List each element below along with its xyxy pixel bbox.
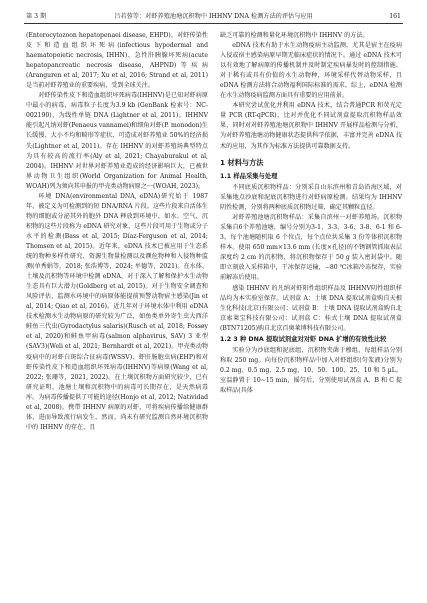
- subsection-heading: 1.1 样品采集与处理: [220, 172, 278, 180]
- paragraph: 对虾养殖池塘沉积物样品：采集自滨州一对虾养殖场。沉积物采集自6个养殖池塘，编号分别为3-1、3-3、3-6、3-8、6-1 和 6-3。每个池塘随机取 6 个位点，每个点位共采集 3 份等体积沉积物样本。使用 650 mm×13.6 mm (长度×孔径)的不锈钢管抓取表层深度约 2 cm 的沉积物，将沉积物保存于 50 g 装入密封袋中。随即立刻放入采样箱中，干冰保存运输，−80 ℃冰箱冷冻保存，实验前解冻后使用。: [220, 214, 402, 282]
- issue-number: 第 3 期: [26, 13, 47, 20]
- paragraph: 环境 DNA(environmental DNA, eDNA)研究始于 1987 年，被定义为可检测到的短 DNA/RNA 片段。这些片段来自活体生物的细胞或分泌其外的胞外 DNA 释放到环境中，如水、空气、沉积物的这些片段称为 eDNA 研究对象，这些片段可用于生物或分子水平的检测(Bass et al, 2015; Díaz-Ferguson et al, 2014; Thomsen et al, 2015)。近年来，eDNA 技术已被应用于生态系统的物种多样性研究、资源生物量检测以及濒危物种和入侵物种监测(单秀娟等，2018; 张浩博等，2024; 牟德等，2021)。在水体、土壤及沉积物等环境中检测 eDNA，对于深入了解和保护水生动物生态具有巨大潜力(Goldberg et al, 2015)。对于生物安全调查和风险评估，监测水环境中的病原体能提前预警动物宿主感染(Jin et al, 2014; Qiao et al, 2016)。近几年对于环境水体中利用 eDNA 技术检测水生动物病原的研究较为广泛，如鱼类单外寄生虫大西洋鲑鱼三代虫(Gyrodactylus salaris)(Rusch et al, 2018; Fossøy et al, 2020)和鲑鱼甲病毒(salmon alphavirus, SAV) 3 亚型(SAV3)(Weli et al, 2021; Bernhardt et al, 2021)。甲壳类动物疫病中的对虾白斑综合征病毒(WSSV)、虾肝肠胞虫病(EHP)和对虾传染性皮下和造血组织坏死病毒(IHHNV)等病原(Wang et al, 2022; 张珊等，2021, 2022)。在土壤沉积物方面研究较少，已有研究证明，池塘土壤和沉积物中的病毒可长期存在，是天然病毒库。为病毒传播提供了可能的途径(Honjo et al, 2012; Natividad et al, 2008)。携带 IHHNV 病原的对虾，可将疾病传播给健康群体，进而导致流行病发生，然而，尚未有研究监测自然环境沉积物中的 IHHNV 的存在，且: [26, 192, 208, 431]
- paragraph: 实验分为沙底组和泥底组，沉积物夹菌于穆组，每组样品分别称取 250 mg。向每份沉积物样品中加入对虾组织(匀浆液)分别为 0.2 mg、0.5 mg、2.5 mg、10、50、100、25、10 和 5 µL。室温静置于 10~15 min，摇匀后，分别使用试剂盒 A、B 和 C 提取样品(具体: [220, 347, 402, 395]
- page-header: [24, 11, 403, 24]
- running-title: 吕若蓉等：对虾养殖池塘沉积物中 IHHNV DNA 检测方法的评估与应用: [114, 13, 313, 20]
- left-column: [26, 31, 208, 433]
- section-heading: 1 材料与方法: [220, 157, 264, 167]
- paragraph: 不同底质沉积物样品：分别采自山东滨州和青岛沿海区域，对采集地点沙底和泥底沉积物进行对虾病原检测。结果均为 IHHNV 阴性检测，分别将两种底质沉积物过筛，确定其颗粒直径。: [220, 184, 402, 212]
- paragraph: (Enterocytozoon hepatopenaei disease, EHPD)、对虾传染性皮下和造血组织坏死病(infectious hypodermal and haematopoietic necrosis, IHHN)、急性肝胰腺坏死病(acute hepatopancreatic necrosis disease, AHPND)等疾病(Aranguren et al, 2017; Xu et al, 2016; Strand et al, 2011)是当前对虾养殖业的重要疾病，受到全球关注。: [26, 32, 208, 90]
- paragraph: 对虾传染性皮下和造血组织坏死病毒(IHHNV)是已知对虾病原中最小的病毒，病毒粒子长度为3.9 kb (GenBank 检索号：NC-002190)，为线性单链 DNA (Lightner et al, 2011)。IHHNV 能引起凡纳对虾(Penaeus vannamei)和细角对虾(P. monodon)生长缓慢、大小不均和畸形等症状，可造成对虾养殖业 50%的经济损失(Lightner et al, 2011)。存在 IHHNV 的对虾养殖场典型特点为具有较高的流行率(Aly et al, 2021; Chayaburakul et al, 2004)。IHHNV 对世界对虾养殖业造成的经济影响巨大，已被世界动物卫生组织(World Organization for Animal Health, WOAH)列为须向其申报的甲壳类动物病原之一(WOAH, 2023)。: [26, 92, 208, 190]
- page-number: 161: [389, 13, 401, 20]
- right-column: [220, 31, 402, 397]
- paragraph: 缺乏可靠的检测和量化环境沉积物中 IHHNV 的方法。: [220, 32, 369, 39]
- paragraph: 本研究尝试优化并利用 eDNA 技术，结合普通PCR 和荧光定量 PCR (RT-qPCR)，比对并优化不同试剂盒提取沉积物样品效果，同时对对虾养殖池塘沉积物中 IHHNV 开展样品检测与分析，为对虾养殖池塘动物健康状态提供科学依据，丰富并完善 eDNA 技术的应用，为其作为标准方法提供可靠数据支持。: [220, 102, 402, 150]
- paragraph: eDNA 技术有助于水生动物疫病主动监测，尤其是宿主在疫病入侵或宿主感染病原早期无临床症状的情况下。通过 eDNA 技术可以有效地了解病原的传播机制并及时制定疾病暴发时的控制措施。对于稀有或具有价值的水生动物种，环境采样代替动物采样，且eDNA 检测方法将合动物福利国际标准的需求。综上，eDNA 检测在水生动物疫病监测方面具有重要的应用前景。: [220, 42, 402, 100]
- paragraph: 感染 IHHNV 的凡纳对虾阳性组织样品及 IHHNV阴性组织样品均为本实验室保存。试剂盒 A：土壤 DNA 提取试剂盒购自天根生化科技(北京)有限公司；试剂盒 B：土壤 DNA 提取试剂盒购自北京索莱宝科技有限公司；试剂盒 C：桂式土壤 DNA 提取试剂盒(BTN71205)购自北京百奥莱博科技有限公司。: [220, 284, 403, 332]
- subsection-heading: 1.2 3 种 DNA 提取试剂盒对对虾 DNA 扩增的有效性比较: [220, 335, 387, 343]
